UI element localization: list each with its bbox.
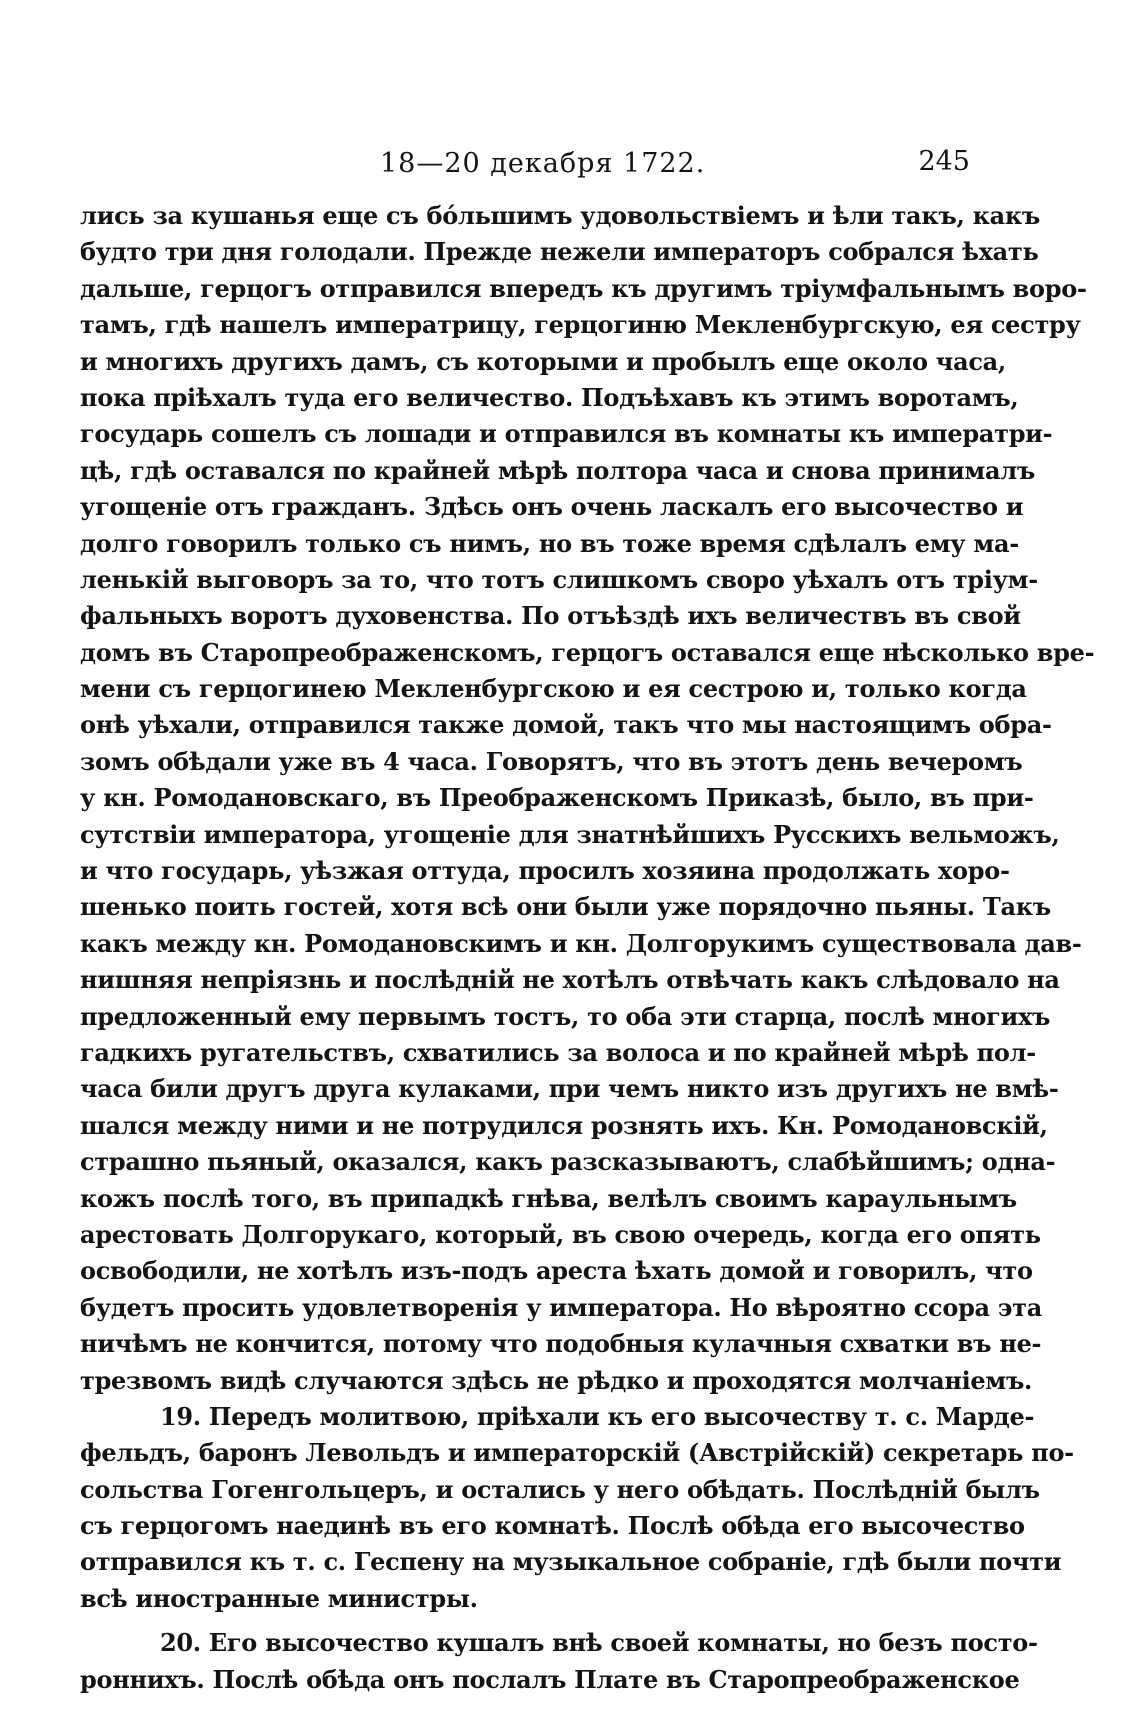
- text-line: цѣ, гдѣ оставался по крайней мѣрѣ полтора часа и снова принималъ: [80, 455, 1035, 485]
- paragraph: [80, 1625, 1038, 1698]
- running-head: 18—20 декабря 1722.: [380, 148, 706, 179]
- text-line: у кн. Ромодановскаго, въ Преображенскомъ Приказѣ, было, въ при-: [80, 783, 1034, 813]
- paragraph: [80, 1399, 1074, 1617]
- text-line: лись за кушанья еще съ бо́льшимъ удовольствіемъ и ѣли такъ, какъ: [80, 201, 1040, 230]
- text-line: съ герцогомъ наединѣ въ его комнатѣ. Послѣ обѣда его высочество: [80, 1511, 1025, 1541]
- text-line: сутствіи императора, угощеніе для знатнѣйшихъ Русскихъ вельможъ,: [80, 819, 1060, 849]
- text-line: тамъ, гдѣ нашелъ императрицу, герцогиню Мекленбургскую, ея сестру: [80, 310, 1081, 340]
- text-line: ничѣмъ не кончится, потому что подобныя кулачныя схватки въ не-: [80, 1329, 1042, 1359]
- text-line: гадкихъ ругательствъ, схватились за волоса и по крайней мѣрѣ пол-: [80, 1037, 1036, 1067]
- text-line: фальныхъ воротъ духовенства. По отъѣздѣ ихъ величествъ въ свой: [80, 601, 1021, 631]
- text-line: освободили, не хотѣлъ изъ-подъ ареста ѣхать домой и говорилъ, что: [80, 1256, 1033, 1286]
- text-line: 20. Его высочество кушалъ внѣ своей комнаты, но безъ посто-: [160, 1628, 1038, 1658]
- text-line: долго говорилъ только съ нимъ, но въ тоже время сдѣлалъ ему ма-: [80, 528, 1019, 558]
- text-line: страшно пьяный, оказался, какъ разсказываютъ, слабѣйшимъ; одна-: [80, 1147, 1056, 1177]
- text-line: арестовать Долгорукаго, который, въ свою очередь, когда его опять: [80, 1219, 1041, 1249]
- text-line: фельдъ, баронъ Левольдъ и императорскій (Австрійскій) секретарь по-: [80, 1438, 1074, 1468]
- text-line: нишняя непріязнь и послѣдній не хотѣлъ отвѣчать какъ слѣдовало на: [80, 965, 1060, 995]
- page-header: [80, 148, 980, 188]
- text-line: сольства Гогенгольцеръ, и остались у него обѣдать. Послѣдній былъ: [80, 1474, 1040, 1504]
- page-number: 245: [918, 146, 970, 177]
- text-line: и многихъ другихъ дамъ, съ которыми и пробылъ еще около часа,: [80, 346, 1006, 376]
- text-line: часа били другъ друга кулаками, при чемъ никто изъ другихъ не вмѣ-: [80, 1074, 1059, 1104]
- paragraph: [80, 198, 1095, 1399]
- text-line: государь сошелъ съ лошади и отправился въ комнаты къ императри-: [80, 419, 1053, 449]
- body-text: [80, 198, 1095, 1698]
- text-line: шенько поить гостей, хотя всѣ они были уже порядочно пьяны. Такъ: [80, 892, 1051, 922]
- text-line: предложенный ему первымъ тостъ, то оба эти старца, послѣ многихъ: [80, 1001, 1051, 1031]
- text-line: дальше, герцогъ отправился впередъ къ другимъ тріумфальнымъ воро-: [80, 273, 1087, 303]
- text-line: зомъ обѣдали уже въ 4 часа. Говорятъ, что въ этотъ день вечеромъ: [80, 746, 1023, 776]
- text-line: домъ въ Старопреображенскомъ, герцогъ оставался еще нѣсколько вре-: [80, 637, 1095, 667]
- text-line: какъ между кн. Ромодановскимъ и кн. Долгорукимъ существовала дав-: [80, 928, 1082, 958]
- text-line: пока пріѣхалъ туда его величество. Подъѣхавъ къ этимъ воротамъ,: [80, 382, 1019, 412]
- text-line: мени съ герцогинею Мекленбургскою и ея сестрою и, только когда: [80, 674, 1027, 704]
- text-line: трезвомъ видѣ случаются здѣсь не рѣдко и проходятся молчаніемъ.: [80, 1365, 1033, 1395]
- text-line: онѣ уѣхали, отправился также домой, такъ что мы настоящимъ обра-: [80, 710, 1052, 740]
- text-line: шался между ними и не потрудился рознять ихъ. Кн. Ромодановскій,: [80, 1110, 1048, 1140]
- text-line: будто три дня голодали. Прежде нежели императоръ собрался ѣхать: [80, 237, 1039, 267]
- text-line: 19. Передъ молитвою, пріѣхали къ его высочеству т. с. Марде-: [160, 1401, 1035, 1431]
- paragraph-gap: [80, 1617, 975, 1625]
- text-line: и что государь, уѣзжая оттуда, просилъ хозяина продолжать хоро-: [80, 856, 1010, 886]
- text-line: отправился къ т. с. Геспену на музыкальное собраніе, гдѣ были почти: [80, 1547, 1062, 1577]
- text-line: угощеніе отъ гражданъ. Здѣсь онъ очень ласкалъ его высочество и: [80, 492, 1024, 522]
- text-line: ленькій выговоръ за то, что тотъ слишкомъ сворo уѣхалъ отъ тріум-: [80, 564, 1038, 594]
- text-line: всѣ иностранные министры.: [80, 1583, 478, 1613]
- text-line: роннихъ. Послѣ обѣда онъ послалъ Плате въ Старопреображенское: [80, 1664, 1020, 1694]
- text-line: будетъ просить удовлетворенія у императора. Но вѣроятно ссора эта: [80, 1292, 1042, 1322]
- text-line: кожъ послѣ того, въ припадкѣ гнѣва, велѣлъ своимъ караульнымъ: [80, 1183, 1017, 1213]
